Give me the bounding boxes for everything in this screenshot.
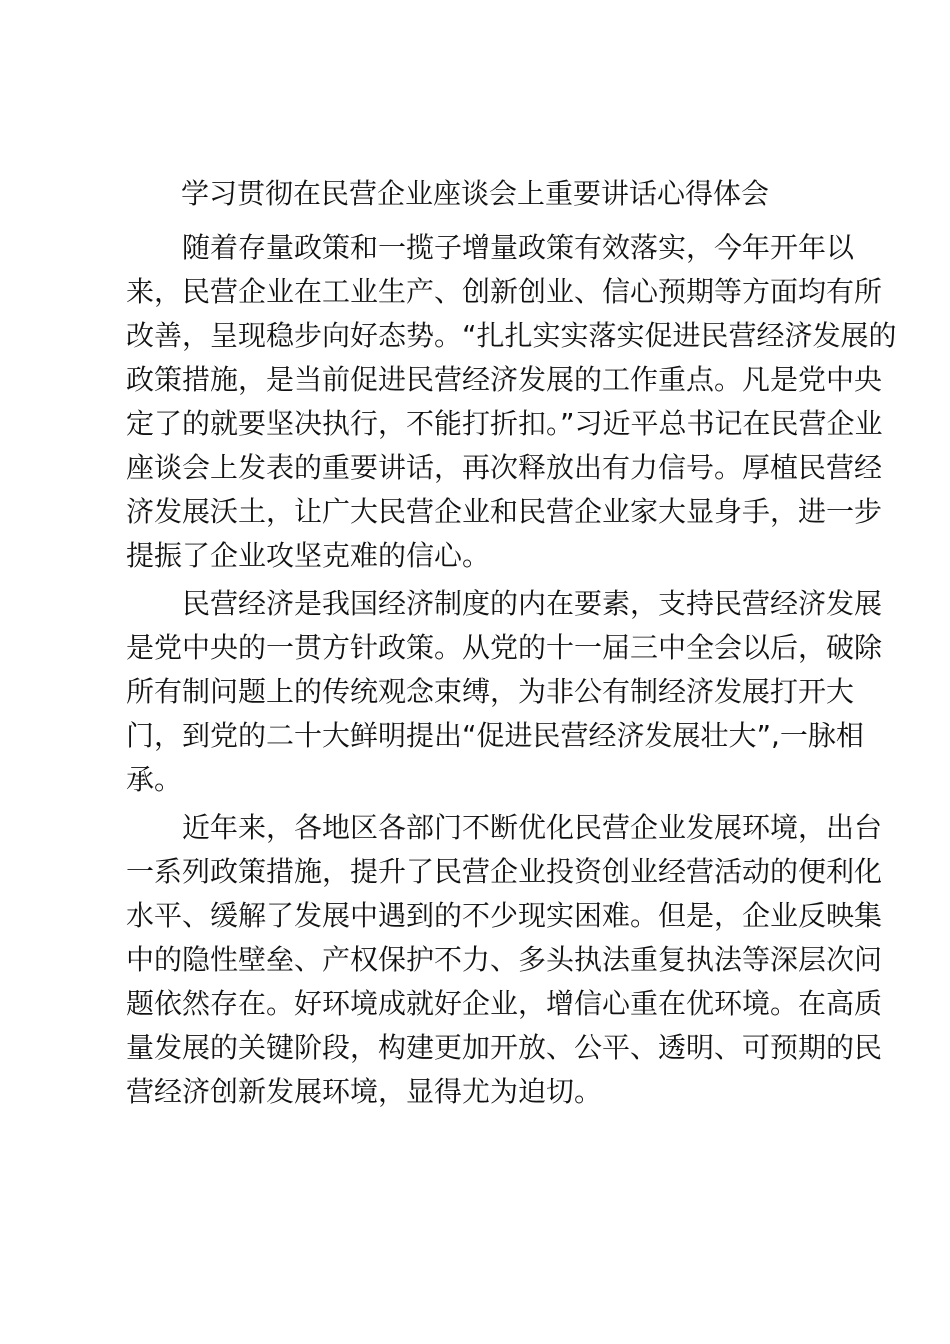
document-title: 学习贯彻在民营企业座谈会上重要讲话心得体会 <box>180 177 769 210</box>
paragraph-2-line-5: 承。 <box>126 763 183 796</box>
paragraph-1-line-1: 随着存量政策和一揽子增量政策有效落实，今年开年以 <box>182 231 855 264</box>
paragraph-2-line-1: 民营经济是我国经济制度的内在要素，支持民营经济发展 <box>182 587 883 620</box>
paragraph-3-line-7: 营经济创新发展环境，显得尤为迫切。 <box>126 1075 603 1108</box>
paragraph-2-line-4: 门，到党的二十大鲜明提出“促进民营经济发展壮大”,一脉相 <box>126 719 864 752</box>
paragraph-1-line-8: 提振了企业攻坚克难的信心。 <box>126 539 491 572</box>
paragraph-2-line-2: 是党中央的一贯方针政策。从党的十一届三中全会以后，破除 <box>126 631 883 664</box>
paragraph-3-line-5: 题依然存在。好环境成就好企业，增信心重在优环境。在高质 <box>126 987 883 1020</box>
paragraph-1-line-3: 改善，呈现稳步向好态势。“扎扎实实落实促进民营经济发展的 <box>126 319 897 352</box>
paragraph-1-line-4: 政策措施，是当前促进民营经济发展的工作重点。凡是党中央 <box>126 363 883 396</box>
paragraph-2-line-3: 所有制问题上的传统观念束缚，为非公有制经济发展打开大 <box>126 675 855 708</box>
paragraph-1-line-2: 来，民营企业在工业生产、创新创业、信心预期等方面均有所 <box>126 275 883 308</box>
paragraph-3-line-1: 近年来，各地区各部门不断优化民营企业发展环境，出台 <box>182 811 883 844</box>
paragraph-1-line-6: 座谈会上发表的重要讲话，再次释放出有力信号。厚植民营经 <box>126 451 883 484</box>
paragraph-3-line-3: 水平、缓解了发展中遇到的不少现实困难。但是，企业反映集 <box>126 899 883 932</box>
paragraph-3-line-2: 一系列政策措施，提升了民营企业投资创业经营活动的便利化 <box>126 855 883 888</box>
paragraph-1-line-5: 定了的就要坚决执行，不能打折扣。”习近平总书记在民营企业 <box>126 407 883 440</box>
paragraph-3-line-4: 中的隐性壁垒、产权保护不力、多头执法重复执法等深层次问 <box>126 943 883 976</box>
paragraph-1-line-7: 济发展沃土，让广大民营企业和民营企业家大显身手，进一步 <box>126 495 883 528</box>
paragraph-3-line-6: 量发展的关键阶段，构建更加开放、公平、透明、可预期的民 <box>126 1031 883 1064</box>
